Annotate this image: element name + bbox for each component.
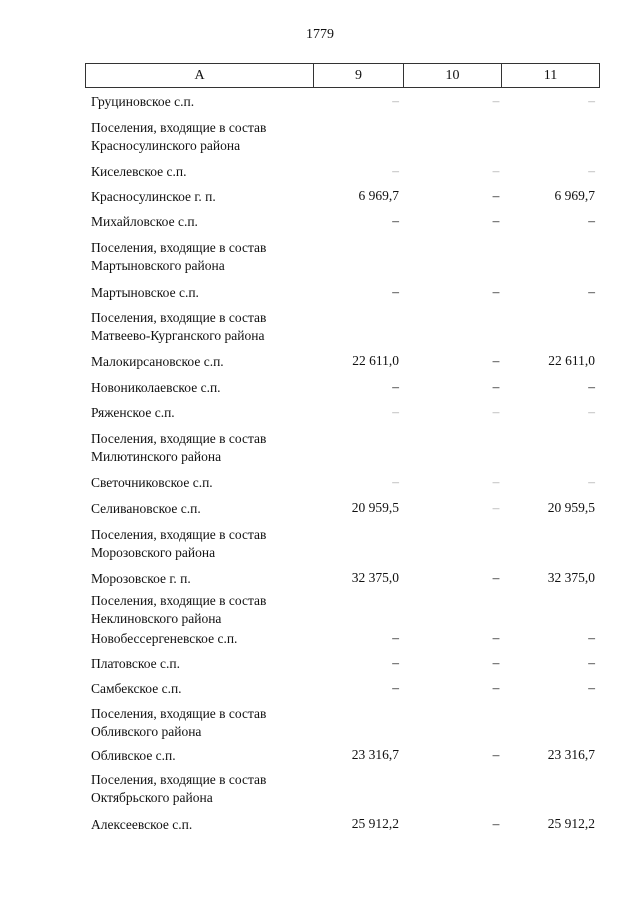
- cell-col11: –: [588, 655, 595, 670]
- cell-col10: –: [492, 474, 500, 489]
- cell-col10: –: [492, 163, 500, 178]
- row-name: Поселения, входящие в состав Октябрьского района: [91, 772, 267, 805]
- column-header-10: 10: [404, 64, 502, 87]
- cell-col10: –: [492, 379, 500, 394]
- table-header: [85, 63, 600, 88]
- column-header-11: 11: [543, 67, 558, 83]
- row-name: Поселения, входящие в состав Красносулинского района: [91, 120, 267, 153]
- cell-col11: –: [588, 93, 595, 108]
- cell-col9: 22 611,0: [352, 353, 399, 368]
- cell-col10: –: [492, 680, 500, 695]
- column-header-9: 9: [314, 64, 404, 87]
- cell-col11: –: [588, 474, 595, 489]
- cell-col10: –: [492, 630, 500, 645]
- cell-col10: –: [492, 816, 500, 831]
- cell-col10: –: [492, 213, 500, 228]
- row-name: Мартыновское с.п.: [91, 285, 199, 300]
- row-name: Платовское с.п.: [91, 656, 181, 671]
- cell-col11: 6 969,7: [554, 188, 595, 203]
- cell-col10: –: [492, 570, 500, 585]
- row-name: Светочниковское с.п.: [91, 475, 213, 490]
- cell-col10: –: [492, 747, 500, 762]
- row-name: Поселения, входящие в состав Обливского района: [91, 706, 267, 739]
- cell-col11: –: [588, 213, 595, 228]
- cell-col11: –: [588, 379, 595, 394]
- row-name: Поселения, входящие в состав Неклиновского района: [91, 593, 267, 626]
- cell-col9: –: [392, 379, 399, 394]
- cell-col10: –: [492, 284, 500, 299]
- row-name: Морозовское г. п.: [91, 571, 191, 586]
- row-name: Обливское с.п.: [91, 748, 176, 763]
- row-name: Ряженское с.п.: [91, 405, 175, 420]
- cell-col11: –: [588, 404, 595, 419]
- page-number: 1779: [306, 27, 334, 42]
- cell-col11: 25 912,2: [547, 816, 595, 831]
- row-name: Поселения, входящие в состав Морозовского района: [91, 527, 267, 560]
- row-name: Поселения, входящие в состав Мартыновского района: [91, 240, 267, 273]
- cell-col11: –: [588, 630, 595, 645]
- cell-col9: –: [392, 655, 399, 670]
- cell-col9: –: [392, 404, 399, 419]
- cell-col9: –: [392, 474, 399, 489]
- cell-col9: 6 969,7: [358, 188, 399, 203]
- cell-col9: –: [392, 163, 399, 178]
- row-name: Селивановское с.п.: [91, 501, 201, 516]
- row-name: Киселевское с.п.: [91, 164, 187, 179]
- row-name: Красносулинское г. п.: [91, 189, 216, 204]
- cell-col11: 20 959,5: [547, 500, 595, 515]
- cell-col10: –: [492, 353, 500, 368]
- row-name: Самбекское с.п.: [91, 681, 182, 696]
- cell-col9: 23 316,7: [351, 747, 399, 762]
- cell-col9: –: [392, 630, 399, 645]
- cell-col10: –: [492, 655, 500, 670]
- cell-col10: –: [492, 93, 500, 108]
- row-name: Новобессергеневское с.п.: [91, 631, 238, 646]
- row-name: Малокирсановское с.п.: [91, 354, 224, 369]
- row-name: Новониколаевское с.п.: [91, 380, 221, 395]
- cell-col11: –: [588, 284, 595, 299]
- cell-col9: –: [392, 284, 399, 299]
- cell-col10: –: [492, 404, 500, 419]
- cell-col9: –: [392, 213, 399, 228]
- row-name: Михайловское с.п.: [91, 214, 198, 229]
- row-name: Груциновское с.п.: [91, 94, 195, 109]
- cell-col9: –: [392, 93, 399, 108]
- cell-col10: –: [492, 188, 500, 203]
- cell-col9: 32 375,0: [351, 570, 399, 585]
- cell-col10: –: [492, 500, 500, 515]
- cell-col9: 20 959,5: [351, 500, 399, 515]
- cell-col11: –: [588, 163, 595, 178]
- cell-col9: 25 912,2: [351, 816, 399, 831]
- cell-col11: 22 611,0: [548, 353, 595, 368]
- row-name: Поселения, входящие в состав Милютинского района: [91, 431, 267, 464]
- column-header-a: А: [86, 64, 314, 87]
- cell-col9: –: [392, 680, 399, 695]
- cell-col11: 23 316,7: [547, 747, 595, 762]
- cell-col11: 32 375,0: [547, 570, 595, 585]
- row-name: Поселения, входящие в состав Матвеево-Курганского района: [91, 310, 267, 343]
- row-name: Алексеевское с.п.: [91, 817, 193, 832]
- cell-col11: –: [588, 680, 595, 695]
